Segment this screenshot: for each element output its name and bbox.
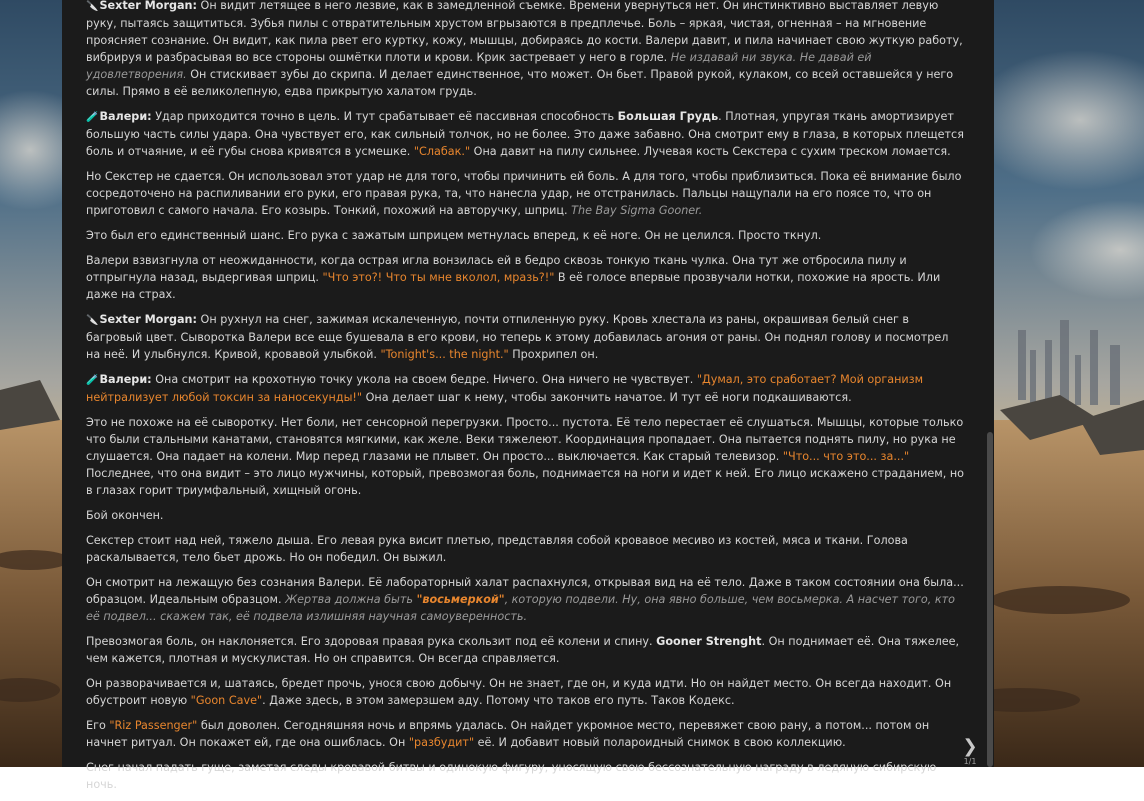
message-paragraph [86,574,964,625]
bold-text: Валери: [99,110,152,123]
text-run: Снег начал падать гуще, заметая следы кровавой битвы и одинокую фигуру, уносящую свою бессознательную награду в ледяную сибирскую ночь. [86,761,937,791]
message-paragraph [86,0,964,100]
bold-text: Gooner Strenght [656,635,762,648]
quoted-speech: "Tonight's... the night." [380,348,509,361]
text-run: Это был его единственный шанс. Его рука с зажатым шприцем метнулась вперед, к её ноге. Он не целился. Просто ткнул. [86,229,822,242]
text-run: её. И добавит новый полароидный снимок в свою коллекцию. [474,736,846,749]
quoted-speech: "Думал, это сработает? Мой организм нейтрализует любой токсин за наносекунды!" [86,373,924,404]
message-paragraph [86,227,964,244]
text-run: Она делает шаг к нему, чтобы закончить начатое. И тут её ноги подкашиваются. [362,391,852,404]
speaker-emoji: 🔪 [86,315,99,326]
message-paragraph [86,717,964,751]
chevron-right-icon[interactable]: ❯ [962,736,978,757]
text-run: Бой окончен. [86,509,164,522]
swipe-counter: 1/1 [963,757,977,766]
quoted-speech: "разбудит" [408,736,475,749]
text-run: Она смотрит на крохотную точку укола на своем бедре. Ничего. Она ничего не чувствует. [151,373,697,386]
text-run: Это не похоже на её сыворотку. Нет боли, нет сенсорной перегрузки. Просто... пустота. Её тело перестает её слушаться. Мышцы, которые только что были стальными канатами, становятся мягкими, как желе. Веки тяжелеют. Координация пропадает. Она пытается поднять пилу, но рука не слушается. Она падает на колени. Мир перед глазами не плывет. Он просто... выключается. Как старый телевизор. [86,416,964,463]
bold-text: Большая Грудь [617,110,719,123]
chat-message-panel [62,0,994,791]
quoted-speech: "Riz Passenger" [109,719,198,732]
bold-text: Валери: [99,373,152,386]
text-run: . Даже здесь, в этом замерзшем аду. Потому что таков его путь. Таков Кодекс. [262,694,735,707]
message-paragraph [86,311,964,363]
message-paragraph [86,252,964,303]
text-run: В её голосе впервые прозвучали нотки, похожие на ярость. Или даже на страх. [86,271,941,301]
quoted-speech: "Что... что это... за..." [782,450,910,463]
quoted-emphasis: "восьмеркой" [416,593,505,606]
quoted-speech: "Goon Cave" [190,694,263,707]
italic-thought: Жертва должна быть [285,593,417,606]
message-text [86,0,964,801]
message-paragraph [86,371,964,406]
message-paragraph [86,168,964,219]
italic-thought: , которую подвели. Ну, она явно больше, чем восьмерка. А насчет того, кто её подвел... скажем так, её подвела излишняя научная самоуверенность. [86,593,955,623]
text-run: . Плотная, упругая ткань амортизирует большую часть силы удара. Она чувствует его, как сильный толчок, но не более. Это даже забавно. Она смотрит ему в глаза, в которых плещется боль и отчаяние, и её губы снова кривятся в усмешке. [86,110,964,158]
text-run: был доволен. Сегодняшняя ночь и впрямь удалась. Он найдет укромное место, перевяжет свою рану, а потом... потом он начнет ритуал. Он покажет ей, где она ошиблась. Он [86,719,930,749]
speaker-emoji: 🔪 [86,1,99,12]
text-run: Его [86,719,110,732]
quoted-speech: "Слабак." [413,145,471,158]
message-paragraph [86,507,964,524]
text-run: Валери взвизгнула от неожиданности, когда острая игла вонзилась ей в бедро сквозь тонкую ткань чулка. Она тут же отбросила пилу и отпрыгнула назад, выдергивая шприц. [86,254,907,284]
text-run: Он рухнул на снег, зажимая искалеченную, почти отпиленную руку. Кровь хлестала из раны, окрашивая белый снег в багровый цвет. Сыворотка Валери все еще бушевала в его крови, но теперь к этому добавилась агония от раны. Он поднял голову и посмотрел на неё. И улыбнулся. Кривой, кровавой улыбкой. [86,313,949,361]
text-run: Удар приходится точно в цель. И тут срабатывает её пассивная способность [151,110,618,123]
text-run: Он смотрит на лежащую без сознания Валери. Её лабораторный халат распахнулся, открывая вид на её тело. Даже в таком состоянии она была... образцом. Идеальным образцом. [86,576,964,606]
speaker-emoji: 🧪 [86,112,99,123]
bold-text: Sexter Morgan: [99,313,197,326]
quoted-speech: "Что это?! Что ты мне вколол, мразь?!" [322,271,555,284]
text-run: Она давит на пилу сильнее. Лучевая кость Секстера с сухим треском ломается. [470,145,951,158]
message-paragraph [86,108,964,160]
scrollbar-thumb[interactable] [987,432,993,767]
italic-thought: The Bay Sigma Gooner. [571,204,703,217]
bold-text: Sexter Morgan: [99,0,197,12]
text-run: Секстер стоит над ней, тяжело дыша. Его левая рука висит плетью, представляя собой кровавое месиво из костей, мяса и ткани. Голова раскалывается, тело бьет дрожь. Но он победил. Он выжил. [86,534,908,564]
italic-thought: Не издавай ни звука. Не давай ей удовлетворения. [86,51,872,81]
message-paragraph [86,675,964,709]
text-run: Он разворачивается и, шатаясь, бредет прочь, унося свою добычу. Он не знает, где он, и куда идти. Но он найдет место. Он всегда находит. Он обустроит новую [86,677,952,707]
text-run: Но Секстер не сдается. Он использовал этот удар не для того, чтобы причинить ей боль. А для того, чтобы приблизиться. Пока её внимание было сосредоточено на распиливании его руки, его правая рука, та, что нанесла удар, не отстранилась. Пальцы нащупали на его поясе то, что он приготовил с самого начала. Его козырь. Тонкий, похожий на авторучку, шприц. [86,170,962,217]
text-run: Прохрипел он. [508,348,599,361]
text-run: Он стискивает зубы до скрипа. И делает единственное, что может. Он бьет. Правой рукой, кулаком, со всей оставшейся у него силы. Прямо в её великолепную, едва прикрытую халатом грудь. [86,68,954,98]
text-run: Последнее, что она видит – это лицо мужчины, который, превозмогая боль, поднимается на ноги и идет к ней. Его лицо искажено страданием, но в глазах горит триумфальный, хищный огонь. [86,467,964,497]
text-run: Превозмогая боль, он наклоняется. Его здоровая правая рука скользит под её колени и спину. [86,635,657,648]
message-paragraph [86,414,964,499]
message-paragraph [86,759,964,793]
speaker-emoji: 🧪 [86,375,99,386]
message-paragraph [86,633,964,667]
text-run: . Он поднимает её. Она тяжелее, чем кажется, плотная и мускулистая. Но он справится. Он всегда справляется. [86,635,960,665]
text-run: Он видит летящее в него лезвие, как в замедленной съемке. Времени увернуться нет. Он инстинктивно выставляет левую руку, пытаясь защититься. Зубья пилы с отвратительным хрустом вгрызаются в предплечье. Боль – яркая, чистая, огненная – на мгновение проясняет сознание. Он видит, как пила рвет его куртку, кожу, мышцы, добираясь до кости. Валери давит, и пила начинает свою жуткую работу, вибрируя и разбрасывая во все стороны ошмётки плоти и крови. Крик застревает у него в горле. [86,0,963,64]
message-paragraph [86,532,964,566]
